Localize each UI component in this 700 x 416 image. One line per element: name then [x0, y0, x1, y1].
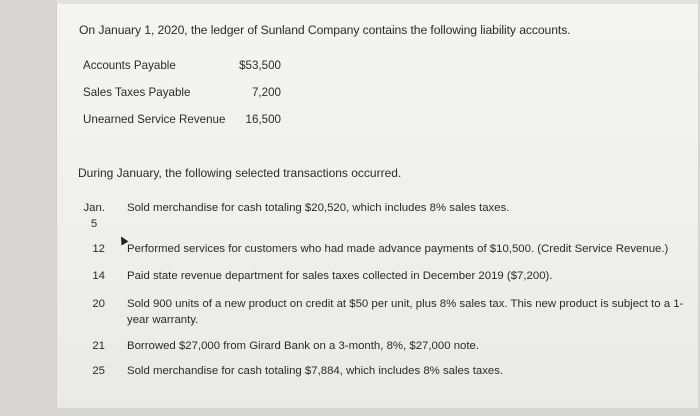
transaction-description: Sold merchandise for cash totaling $20,520, which includes 8% sales taxes. [127, 202, 510, 214]
transaction-description: Sold 900 units of a new product on credit at $50 per unit, plus 8% sales tax. This new product is subject to a 1-year warranty. [127, 298, 684, 326]
ledger-account: Unearned Service Revenue [83, 113, 226, 126]
problem-page [56, 0, 698, 408]
transaction-date: 12 [92, 243, 105, 255]
transaction-description: Performed services for customers who had made advance payments of $10,500. (Credit Service Revenue.) [127, 243, 669, 255]
transaction-description: Borrowed $27,000 from Girard Bank on a 3-month, 8%, $27,000 note. [127, 340, 480, 352]
transaction-date: 14 [92, 270, 105, 282]
ledger-amount: 7,200 [251, 86, 281, 99]
ledger-row [83, 86, 281, 102]
transaction-date: 20 [92, 298, 105, 310]
transactions-heading: During January, the following selected transactions occurred. [78, 166, 402, 180]
ledger-row [83, 59, 281, 75]
transaction-day: 5 [90, 218, 98, 230]
transaction-date: 25 [92, 365, 105, 377]
ledger-account: Sales Taxes Payable [83, 86, 191, 99]
transaction-description: Paid state revenue department for sales taxes collected in December 2019 ($7,200). [127, 270, 553, 282]
ledger-amount: $53,500 [239, 59, 281, 72]
ledger-row [83, 113, 281, 129]
transaction-date [77, 200, 105, 232]
transaction-month: Jan. [83, 202, 105, 214]
intro-text: On January 1, 2020, the ledger of Sunland Company contains the following liability accounts. [79, 23, 571, 37]
ledger-account: Accounts Payable [83, 59, 176, 72]
transaction-date: 21 [92, 340, 105, 352]
ledger-amount: 16,500 [245, 113, 281, 126]
transaction-description: Sold merchandise for cash totaling $7,884, which includes 8% sales taxes. [127, 365, 504, 377]
